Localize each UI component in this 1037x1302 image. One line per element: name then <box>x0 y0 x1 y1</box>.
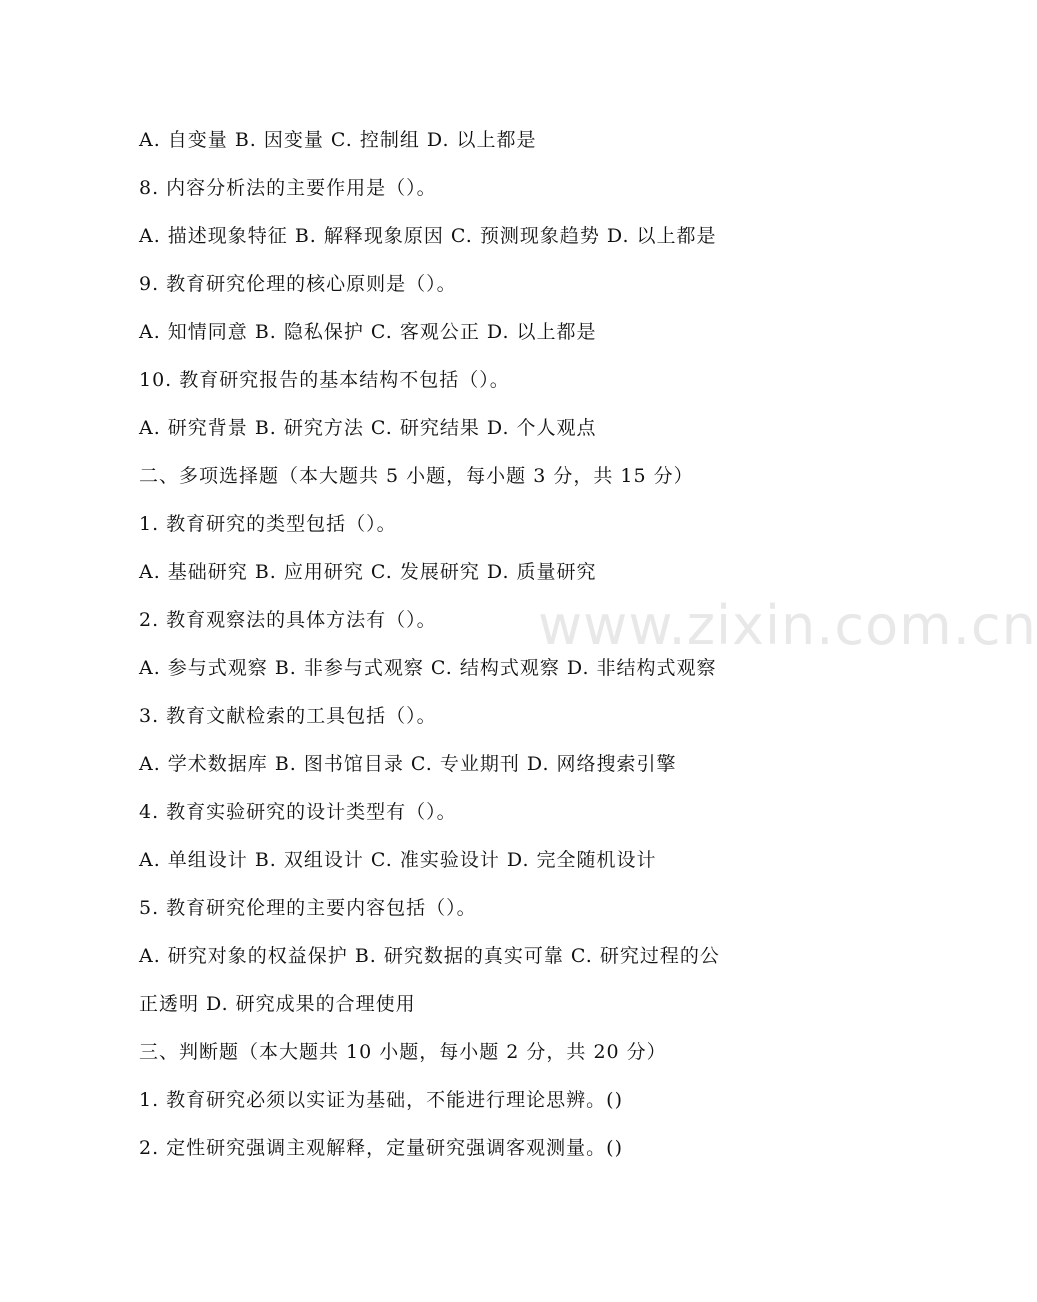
section-heading: 三、判断题（本大题共 10 小题，每小题 2 分，共 20 分） <box>139 1041 667 1063</box>
option-line: A. 知情同意 B. 隐私保护 C. 客观公正 D. 以上都是 <box>139 321 597 343</box>
question-line: 2. 教育观察法的具体方法有（）。 <box>139 609 437 631</box>
option-line: A. 基础研究 B. 应用研究 C. 发展研究 D. 质量研究 <box>139 561 597 583</box>
option-line: A. 单组设计 B. 双组设计 C. 准实验设计 D. 完全随机设计 <box>139 849 657 871</box>
option-line: A. 研究对象的权益保护 B. 研究数据的真实可靠 C. 研究过程的公 <box>139 945 720 967</box>
question-line: 10. 教育研究报告的基本结构不包括（）。 <box>139 369 510 391</box>
question-line: 8. 内容分析法的主要作用是（）。 <box>139 177 437 199</box>
question-line: 1. 教育研究的类型包括（）。 <box>139 513 397 535</box>
option-line: A. 自变量 B. 因变量 C. 控制组 D. 以上都是 <box>139 129 537 151</box>
option-line-continued: 正透明 D. 研究成果的合理使用 <box>139 993 416 1015</box>
option-line: A. 学术数据库 B. 图书馆目录 C. 专业期刊 D. 网络搜索引擎 <box>139 753 677 775</box>
option-line: A. 研究背景 B. 研究方法 C. 研究结果 D. 个人观点 <box>139 417 597 439</box>
question-line: 9. 教育研究伦理的核心原则是（）。 <box>139 273 457 295</box>
question-line: 2. 定性研究强调主观解释，定量研究强调客观测量。() <box>139 1137 623 1159</box>
watermark: www.zixin.com.cn <box>538 594 1037 657</box>
option-line: A. 参与式观察 B. 非参与式观察 C. 结构式观察 D. 非结构式观察 <box>139 657 717 679</box>
question-line: 5. 教育研究伦理的主要内容包括（）。 <box>139 897 477 919</box>
question-line: 1. 教育研究必须以实证为基础，不能进行理论思辨。() <box>139 1089 623 1111</box>
section-heading: 二、多项选择题（本大题共 5 小题，每小题 3 分，共 15 分） <box>139 465 694 487</box>
document-body <box>139 116 789 1172</box>
question-line: 4. 教育实验研究的设计类型有（）。 <box>139 801 457 823</box>
option-line: A. 描述现象特征 B. 解释现象原因 C. 预测现象趋势 D. 以上都是 <box>139 225 717 247</box>
question-line: 3. 教育文献检索的工具包括（）。 <box>139 705 437 727</box>
